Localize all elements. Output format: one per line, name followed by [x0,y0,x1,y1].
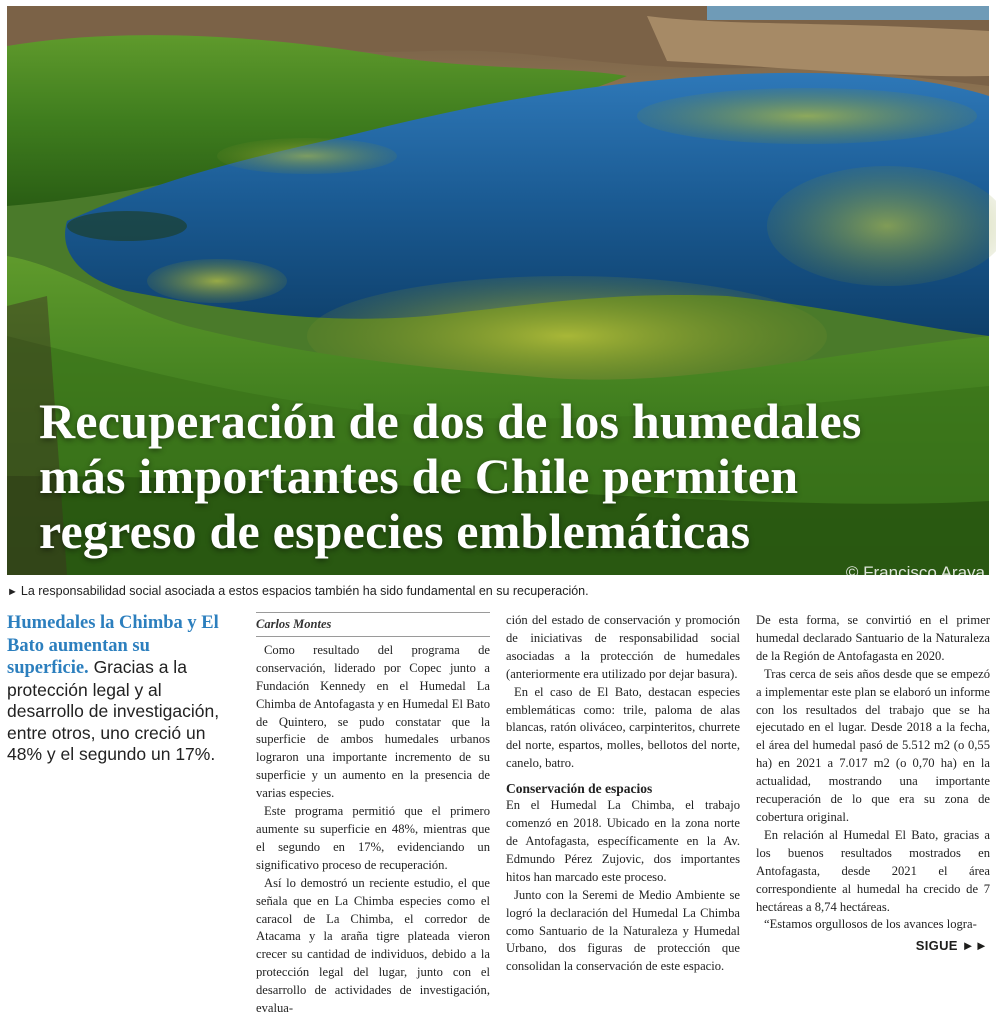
paragraph: En el caso de El Bato, destacan especies emblemáticas como: trile, paloma de alas blancas, ratón oliváceo, carpinteritos, churrete del norte, espartos, molles, bellotos del norte, canelo, batro. [506,684,740,771]
author-byline: Carlos Montes [256,612,490,637]
paragraph: ción del estado de conservación y promoción de iniciativas de responsabilidad social asociadas a la protección de humedales (anteriormente era utilizado por dejar basura). [506,613,740,681]
article-column-1 [256,612,490,1018]
headline [39,394,979,559]
paragraph: En relación al Humedal El Bato, gracias a los buenos resultados mostrados en Antofagasta, desde 2021 el área correspondiente al humedal ha crecido de 7 hectáreas a 8,74 hectáreas. [756,827,990,914]
caption-text: La responsabilidad social asociada a estos espacios también ha sido fundamental en su recuperación. [20,584,589,598]
lead-body: Gracias a la protección legal y al desarrollo de investigación, entre otros, uno creció un 48% y el segundo un 17%. [7,657,220,764]
caption-marker-icon: ► [7,586,18,598]
paragraph: Así lo demostró un reciente estudio, el que señala que en La Chimba especies como el caracol de La Chimba, el corredor de Atacama y la araña tigre plateada vieron crecer su cantidad de individuos, debido a la protección legal del lugar, junto con el desarrollo de actividades de investigación, evalua- [256,875,490,1016]
photo-credit: © Francisco Araya [845,563,985,582]
paragraph: Junto con la Seremi de Medio Ambiente se logró la declaración del Humedal La Chimba como Santuario de la Naturaleza y Humedal Urbano, dos figuras de protección que consolidan la conservación de este espacio. [506,887,740,974]
photo-caption [7,584,589,598]
lead-title: Humedales la Chimba y El Bato aumentan su superficie. [7,613,219,678]
hero-photo [7,6,989,582]
continue-label: SIGUE ►► [915,938,988,953]
paragraph: En el Humedal La Chimba, el trabajo comenzó en 2018. Ubicado en la zona norte de Antofagasta, específicamente en la Av. Edmundo Pérez Zujovic, dos importantes hitos han marcado este proceso. [506,798,740,884]
paragraph: Tras cerca de seis años desde que se empezó a implementar este plan se elaboró un informe con los resultados del trabajo que se ha ejecutado en el lugar. Desde 2018 a la fecha, el área del humedal pasó de 5.512 m2 (o 0,55 ha) en 2021 a 7.017 m2 (o 0,70 ha) en la actualidad, mostrando una importante recuperación de lo que era su zona de cobertura original. [756,666,990,824]
headline-line-2: más importantes de Chile permiten [39,448,799,504]
lead-summary [7,612,232,766]
paragraph: “Estamos orgullosos de los avances logra- [764,917,977,932]
headline-line-3: regreso de especies emblemáticas [39,503,751,559]
paragraph: Como resultado del programa de conservación, liderado por Copec junto a Fundación Kennedy en el Humedal La Chimba de Antofagasta y en Humedal El Bato de Quintero, se pudo constatar que la superficie de ambos humedales urbanos lograron una importante incremento de su superficie y un aumento en la presencia de varias especies. [256,642,490,801]
paragraph: Este programa permitió que el primero aumente su superficie en 48%, mientras que el segundo en 17%, evidenciando un significativo proceso de recuperación. [256,804,490,872]
paragraph: De esta forma, se convirtió en el primer humedal declarado Santuario de la Naturaleza de la Región de Antofagasta en 2020. [756,613,990,663]
article-column-3 [756,612,990,934]
headline-line-1: Recuperación de dos de los humedales [39,393,862,449]
section-subhead: Conservación de espacios [506,781,653,797]
article-column-2 [506,612,740,976]
